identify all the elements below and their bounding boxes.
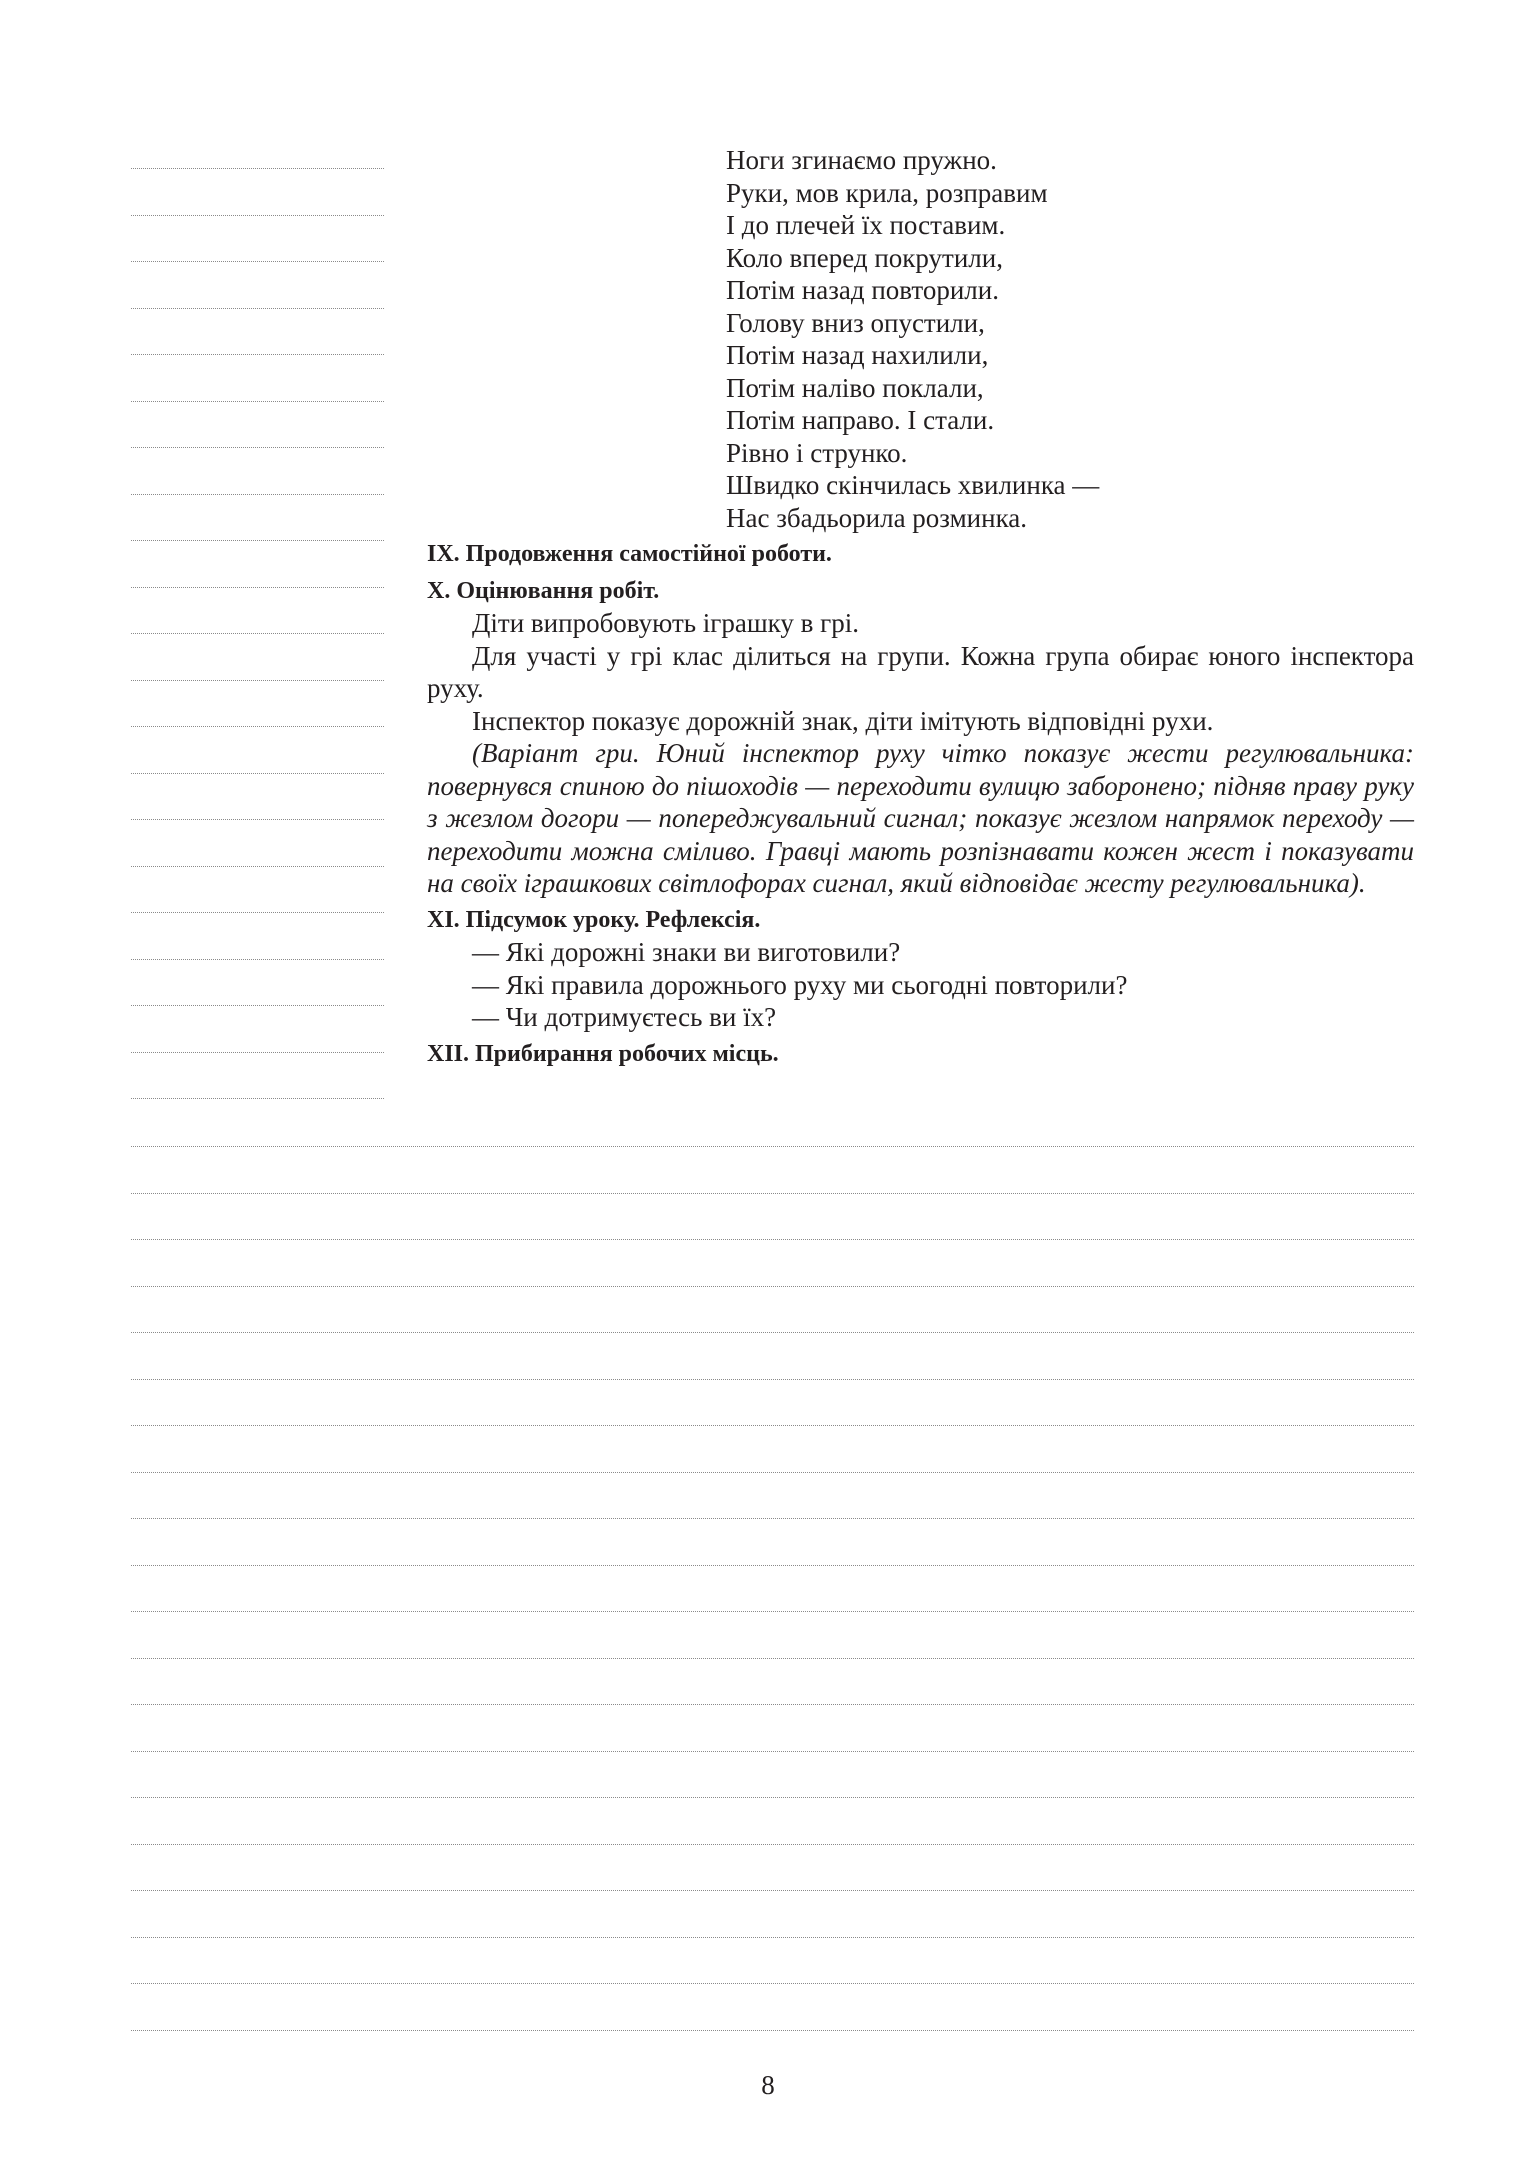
- note-line: [131, 773, 384, 774]
- poem-line: Руки, мов крила, розправим: [726, 177, 1048, 208]
- note-line: [131, 261, 384, 262]
- poem-line: Потім назад нахилили,: [726, 340, 989, 370]
- exercise-poem: [427, 144, 1414, 534]
- note-line: [131, 1751, 1414, 1752]
- note-line: [131, 540, 384, 541]
- note-line: [131, 1098, 384, 1099]
- note-line: [131, 447, 384, 448]
- poem-line: Нас збадьорила розминка.: [726, 502, 1028, 533]
- note-line: [131, 866, 384, 867]
- note-line: [131, 912, 384, 913]
- poem-line: Швидко скінчилась хвилинка —: [726, 470, 1100, 500]
- note-line: [131, 308, 384, 309]
- note-line: [131, 1193, 1414, 1194]
- note-line: [131, 1472, 1414, 1473]
- note-line: [131, 633, 384, 634]
- note-line: [131, 1797, 1414, 1798]
- poem-line: Ноги згинаємо пружно.: [726, 145, 997, 175]
- note-line: [131, 1844, 1414, 1845]
- note-line: [131, 1239, 1414, 1240]
- reflection-question: — Чи дотримуєтесь ви їх?: [472, 1002, 777, 1032]
- note-line: [131, 1518, 1414, 1519]
- paragraph: Діти випробовують іграшку в грі.: [472, 608, 859, 638]
- section-heading-xi: XI. Підсумок уроку. Рефлексія.: [427, 906, 761, 933]
- note-line: [131, 1983, 1414, 1984]
- note-line: [131, 959, 384, 960]
- note-line: [131, 1658, 1414, 1659]
- note-line: [131, 1052, 384, 1053]
- note-line: [131, 1890, 1414, 1891]
- note-line: [131, 1005, 384, 1006]
- section-heading-ix: IX. Продовження самостійної роботи.: [427, 541, 832, 567]
- poem-line: Потім направо. І стали.: [726, 405, 995, 435]
- section-heading-x: X. Оцінювання робіт.: [427, 577, 660, 604]
- note-line: [131, 401, 384, 402]
- note-line: [131, 215, 384, 216]
- note-line: [131, 819, 384, 820]
- note-line: [131, 1425, 1414, 1426]
- reflection-question: — Які правила дорожнього руху ми сьогодні повторили?: [472, 969, 1128, 1000]
- note-line: [131, 1332, 1414, 1333]
- page-number: 8: [761, 2070, 775, 2100]
- note-line: [131, 354, 384, 355]
- reflection-question: — Які дорожні знаки ви виготовили?: [472, 937, 901, 967]
- note-line: [131, 168, 384, 169]
- game-variant-note: (Варіант гри. Юний інспектор руху чітко показує жести регулювальника: повернувся спиною до пішоходів — переходити вулицю заборонено; підняв праву руку з жезлом догори — попереджувальний сигнал; показує жезлом напрямок переходу — переходити можна сміливо. Гравці мають розпізнавати кожен жест і показувати на своїх іграшкових світлофорах сигнал, який відповідає жесту регулювальника).: [427, 738, 1414, 898]
- note-line: [131, 726, 384, 727]
- poem-line: І до плечей їх поставим.: [726, 210, 1006, 240]
- poem-line: Потім назад повторили.: [726, 275, 999, 305]
- poem-line: Потім наліво поклали,: [726, 372, 984, 403]
- note-line: [131, 494, 384, 495]
- note-line: [131, 1146, 1414, 1147]
- note-line: [131, 1937, 1414, 1938]
- poem-line: Коло вперед покрутили,: [726, 242, 1003, 273]
- note-line: [131, 1379, 1414, 1380]
- poem-line: Рівно і струнко.: [726, 437, 908, 468]
- note-line: [131, 1565, 1414, 1566]
- paragraph: Інспектор показує дорожній знак, діти імітують відповідні рухи.: [472, 705, 1214, 736]
- paragraph: Для участі у грі клас ділиться на групи. Кожна група обирає юного інспектора руху.: [427, 640, 1414, 703]
- note-line: [131, 680, 384, 681]
- lesson-text: [427, 144, 1414, 1070]
- note-line: [131, 1611, 1414, 1612]
- section-heading-xii: XII. Прибирання робочих місць.: [427, 1040, 779, 1067]
- note-line: [131, 2030, 1414, 2031]
- note-line: [131, 1704, 1414, 1705]
- note-line: [131, 1286, 1414, 1287]
- poem-line: Голову вниз опустили,: [726, 307, 985, 338]
- note-line: [131, 587, 384, 588]
